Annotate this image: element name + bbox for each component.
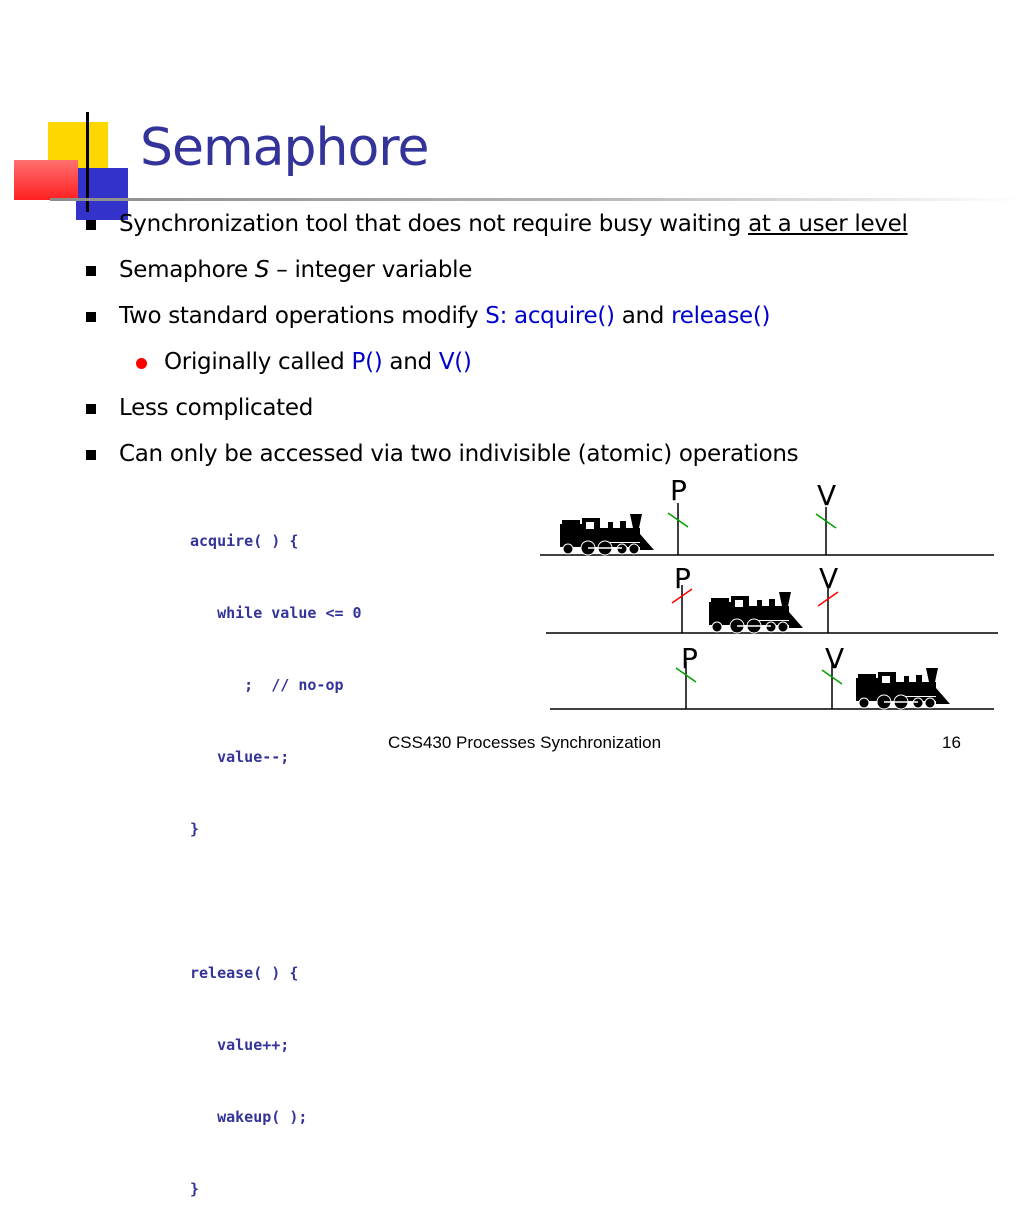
p-label: P xyxy=(670,474,687,507)
v-label: V xyxy=(817,479,837,512)
code-line xyxy=(190,889,362,913)
footer-course-title: CSS430 Processes Synchronization xyxy=(388,733,662,752)
code-line: acquire( ) { xyxy=(190,532,299,550)
p-label: P xyxy=(681,642,698,675)
code-line: release( ) { xyxy=(190,964,299,982)
code-line: value++; xyxy=(190,1036,290,1054)
bullet-5-text: Less complicated xyxy=(119,395,314,421)
bullet-3-op2: release() xyxy=(671,303,771,329)
code-line: ; // no-op xyxy=(190,676,344,694)
bullet-1-underlined: at a user level xyxy=(748,211,908,237)
train-icon xyxy=(709,592,803,633)
code-line: } xyxy=(190,1180,200,1198)
train-icon xyxy=(560,514,654,555)
bullet-3-op1: S: acquire() xyxy=(485,303,615,329)
v-label: V xyxy=(819,562,839,595)
sub-bullet-1-mid: and xyxy=(382,349,439,375)
bullet-2-var: S xyxy=(254,257,270,283)
bullet-2-post: – integer variable xyxy=(269,257,473,283)
train-icon xyxy=(856,668,950,709)
sub-bullet-1-text: Originally called xyxy=(164,349,352,375)
bullet-6-text: Can only be accessed via two indivisible (atomic) operations xyxy=(119,441,799,467)
code-line: } xyxy=(190,820,200,838)
v-label: V xyxy=(825,642,845,675)
bullet-3-mid: and xyxy=(614,303,672,329)
sub-bullet-1-op1: P() xyxy=(351,349,383,375)
code-line: while value <= 0 xyxy=(190,604,362,622)
bullet-3-text: Two standard operations modify xyxy=(119,303,486,329)
bullet-1-text: Synchronization tool that does not require busy waiting xyxy=(119,211,749,237)
footer-page-number: 16 xyxy=(942,733,961,752)
sub-bullet-1-op2: V() xyxy=(438,349,472,375)
p-label: P xyxy=(674,562,691,595)
code-line: wakeup( ); xyxy=(190,1108,308,1126)
slide-title: Semaphore xyxy=(140,118,429,178)
code-line: value--; xyxy=(190,748,290,766)
bullet-2-text: Semaphore xyxy=(119,257,255,283)
